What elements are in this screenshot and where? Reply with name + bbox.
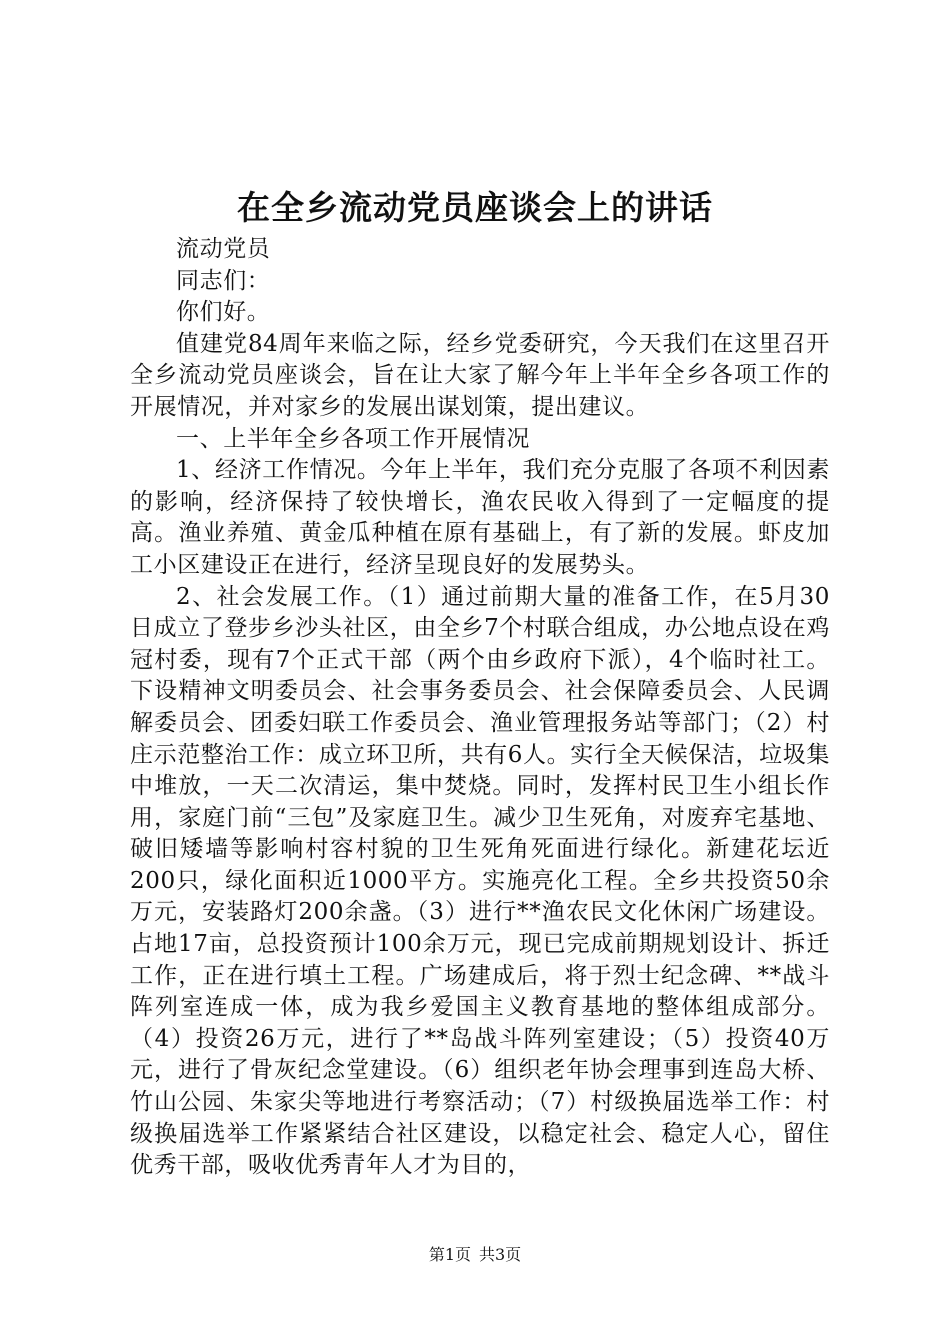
paragraph-economy: 1、经济工作情况。今年上半年，我们充分克服了各项不利因素的影响，经济保持了较快增长，渔农民收入得到了一定幅度的提高。渔业养殖、黄金瓜种植在原有基础上，有了新的发展。虾皮加工小区建设正在进行，经济呈现良好的发展势头。	[130, 457, 830, 578]
document-body	[130, 234, 830, 1182]
document-title: 在全乡流动党员座谈会上的讲话	[237, 188, 713, 227]
paragraph-greeting: 你们好。	[176, 299, 271, 326]
section-heading: 一、上半年全乡各项工作开展情况	[176, 425, 530, 452]
paragraph-recipient: 流动党员	[176, 236, 271, 262]
page-footer	[0, 1245, 950, 1265]
paragraph-intro: 值建党84周年来临之际，经乡党委研究，今天我们在这里召开全乡流动党员座谈会，旨在让大家了解今年上半年全乡各项工作的开展情况，并对家乡的发展出谋划策，提出建议。	[130, 330, 830, 420]
paragraph-social-development: 2、社会发展工作。（1）通过前期大量的准备工作，在5月30日成立了登步乡沙头社区，由全乡7个村联合组成，办公地点设在鸡冠村委，现有7个正式干部（两个由乡政府下派），4个临时社工。下设精神文明委员会、社会事务委员会、社会保障委员会、人民调解委员会、团委妇联工作委员会、渔业管理报务站等部门；（2）村庄示范整治工作：成立环卫所，共有6人。实行全天候保洁，垃圾集中堆放，一天二次清运，集中焚烧。同时，发挥村民卫生小组长作用，家庭门前“三包”及家庭卫生。减少卫生死角，对废弃宅基地、破旧矮墙等影响村容村貌的卫生死角死面进行绿化。新建花坛近200只，绿化面积近1000平方。实施亮化工程。全乡共投资50余万元，安装路灯200余盏。（3）进行**渔农民文化休闲广场建设。占地17亩，总投资预计100余万元，现已完成前期规划设计、拆迁工作，正在进行填土工程。广场建成后，将于烈士纪念碑、**战斗阵列室连成一体，成为我乡爱国主义教育基地的整体组成部分。（4）投资26万元，进行了**岛战斗阵列室建设；（5）投资40万元，进行了骨灰纪念堂建设。（6）组织老年协会理事到连岛大桥、竹山公园、朱家尖等地进行考察活动；（7）村级换届选举工作：村级换届选举工作紧紧结合社区建设，以稳定社会、稳定人心，留住优秀干部，吸收优秀青年人才为目的，	[130, 583, 830, 1179]
paragraph-salutation: 同志们：	[176, 267, 271, 294]
page-number: 第1页	[428, 1245, 471, 1264]
page-total: 共3页	[479, 1245, 522, 1264]
